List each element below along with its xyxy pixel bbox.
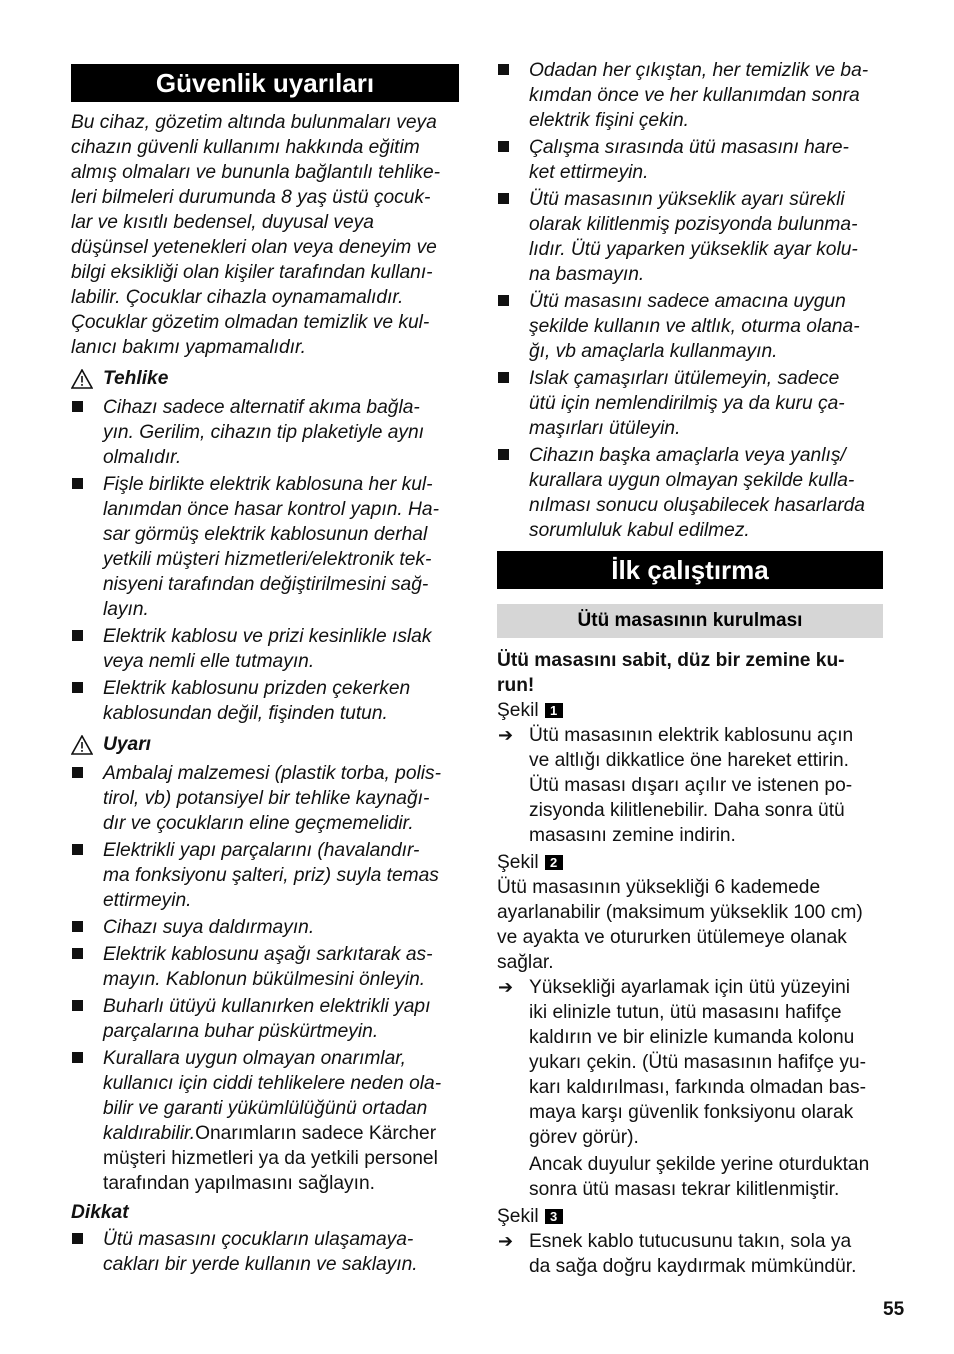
arrow-right-icon: ➔	[498, 977, 514, 997]
text-line: kurallara uygun olmayan şekilde kulla-	[529, 470, 855, 491]
text-line: Esnek kablo tutucusunu takın, sola ya	[529, 1231, 852, 1252]
square-bullet-icon	[498, 295, 509, 306]
arrow-right-icon: ➔	[498, 1231, 514, 1251]
uyari-list	[71, 761, 459, 1196]
text-line: sağlar.	[497, 952, 554, 973]
uyari-heading	[71, 732, 459, 757]
text-line: tirol, vb) potansiyel bir tehlike kaynağı-	[103, 788, 430, 809]
text-line: lar ve kısıtlı bedensel, duyusal veya	[71, 212, 374, 233]
list-item	[71, 915, 459, 940]
figure-number-badge: 3	[545, 1209, 563, 1224]
text-line: maya karşı güvenlik fonksiyonu olarak	[529, 1102, 854, 1123]
text-line: Ütü masasını çocukların ulaşamaya-	[103, 1229, 414, 1250]
text-line: Elektrik kablosu ve prizi kesinlikle ıslak	[103, 626, 432, 647]
square-bullet-icon	[498, 141, 509, 152]
setup-instruction	[497, 648, 883, 698]
text-line: parçalarına buhar püskürtmeyin.	[103, 1021, 379, 1042]
arrow-right-icon: ➔	[498, 725, 514, 745]
list-item	[71, 1046, 459, 1196]
text-line: müşteri hizmetleri ya da yetkili personel	[103, 1148, 438, 1169]
text-line: Ütü masası dışarı açılır ve istenen po-	[529, 775, 853, 796]
right-column	[497, 58, 883, 1279]
list-item	[71, 624, 459, 674]
list-item	[71, 994, 459, 1044]
page-number: 55	[883, 1299, 905, 1320]
text-line: nisyeni tarafından değiştirilmesini sağ-	[103, 574, 429, 595]
square-bullet-icon	[72, 478, 83, 489]
text-line: veya nemli elle tutmayın.	[103, 651, 315, 672]
text-line: da sağa doğru kaydırmak mümkündür.	[529, 1256, 857, 1277]
text-line: kımdan önce ve her kullanımdan sonra	[529, 85, 860, 106]
list-item	[497, 366, 883, 441]
figure-label: Şekil	[497, 852, 539, 873]
text-line: Ambalaj malzemesi (plastik torba, polis-	[103, 763, 442, 784]
text-span: Onarımların sadece Kärcher	[195, 1123, 437, 1144]
text-line: bilir ve garanti yükümlülüğünü ortadan	[103, 1098, 428, 1119]
list-item	[71, 395, 459, 470]
text-line: layın.	[103, 599, 149, 620]
figure-ref-2	[497, 850, 883, 875]
text-line: cihazın güvenli kullanımı hakkında eğitim	[71, 137, 420, 158]
text-line: karı kaldırılması, farkında olmadan bas-	[529, 1077, 866, 1098]
list-item	[71, 676, 459, 726]
list-item	[497, 289, 883, 364]
subsection-heading-setup: Ütü masasının kurulması	[497, 604, 883, 638]
text-line: görev görür).	[529, 1127, 639, 1148]
text-line: run!	[497, 675, 535, 696]
list-item	[71, 472, 459, 622]
figure-label: Şekil	[497, 1206, 539, 1227]
text-line: şekilde kullanın ve altlık, oturma olana-	[529, 316, 860, 337]
text-line: ğı, vb amaçlarla kullanmayın.	[529, 341, 778, 362]
list-item	[497, 58, 883, 133]
text-line: Cihazı suya daldırmayın.	[103, 917, 315, 938]
square-bullet-icon	[72, 844, 83, 855]
warning-triangle-icon	[71, 369, 93, 389]
text-line: maşırları ütüleyin.	[529, 418, 681, 439]
square-bullet-icon	[498, 372, 509, 383]
text-line: tarafından yapılmasını sağlayın.	[103, 1173, 375, 1194]
text-line: Fişle birlikte elektrik kablosuna her kul-	[103, 474, 433, 495]
text-line: nılması sonucu oluşabilecek hasarlarda	[529, 495, 865, 516]
text-line: olarak kilitlenmiş pozisyonda bulunma-	[529, 214, 858, 235]
square-bullet-icon	[72, 1233, 83, 1244]
list-item	[71, 942, 459, 992]
text-line: Kurallara uygun olmayan onarımlar,	[103, 1048, 406, 1069]
text-line: düşünsel yetenekleri olan veya deneyim ve	[71, 237, 437, 258]
text-line: lanımdan önce hasar kontrol yapın. Ha-	[103, 499, 439, 520]
list-item	[71, 838, 459, 913]
text-line: mayın. Kablonun bükülmesini önleyin.	[103, 969, 426, 990]
step-item	[497, 975, 883, 1202]
text-line: zisyonda kilitlenebilir. Daha sonra ütü	[529, 800, 845, 821]
text-line: dır ve çocukların eline geçmemelidir.	[103, 813, 414, 834]
section-heading-first-use: İlk çalıştırma	[497, 551, 883, 589]
list-item	[497, 135, 883, 185]
left-column	[71, 58, 459, 1277]
text-line: ve altlığı dikkatlice öne hareket ettirin.	[529, 750, 849, 771]
text-line: Odadan her çıkıştan, her temizlik ve ba-	[529, 60, 869, 81]
text-line: ayarlanabilir (maksimum yükseklik 100 cm)	[497, 902, 863, 923]
uyari-label: Uyarı	[103, 734, 151, 755]
text-line: bilgi eksikliği olan kişiler tarafından kullanı-	[71, 262, 433, 283]
text-line: na basmayın.	[529, 264, 645, 285]
square-bullet-icon	[72, 630, 83, 641]
tehlike-label: Tehlike	[103, 368, 169, 389]
safety-list-continued	[497, 58, 883, 543]
text-line: Ütü masasının elektrik kablosunu açın	[529, 725, 854, 746]
tehlike-heading	[71, 366, 459, 391]
height-paragraph	[497, 875, 883, 975]
text-line: Islak çamaşırları ütülemeyin, sadece	[529, 368, 840, 389]
text-line: Elektrik kablosunu aşağı sarkıtarak as-	[103, 944, 433, 965]
text-line: kaldırın ve bir elinizle kumanda kolonu	[529, 1027, 855, 1048]
figure-number-badge: 1	[545, 703, 563, 718]
text-line: Cihazın başka amaçlarla veya yanlış/	[529, 445, 846, 466]
square-bullet-icon	[498, 193, 509, 204]
text-line: Ancak duyulur şekilde yerine oturduktan	[529, 1154, 870, 1175]
square-bullet-icon	[498, 64, 509, 75]
text-line: Elektrik kablosunu prizden çekerken	[103, 678, 411, 699]
dikkat-list	[71, 1227, 459, 1277]
text-line: ettirmeyin.	[103, 890, 192, 911]
text-span: kaldırabilir.	[103, 1123, 196, 1144]
text-line: Ütü masasının yükseklik ayarı sürekli	[529, 189, 845, 210]
dikkat-label: Dikkat	[71, 1202, 129, 1223]
square-bullet-icon	[72, 767, 83, 778]
text-line: Elektrikli yapı parçalarını (havalandır-	[103, 840, 420, 861]
text-line: masasını zemine indirin.	[529, 825, 736, 846]
text-line: sar görmüş elektrik kablosunun derhal	[103, 524, 428, 545]
text-line: leri bilmeleri durumunda 8 yaş üstü çocuk-	[71, 187, 431, 208]
section-heading-safety: Güvenlik uyarıları	[71, 64, 459, 102]
text-line: Çocuklar gözetim olmadan temizlik ve kul-	[71, 312, 430, 333]
text-line: Bu cihaz, gözetim altında bulunmaları veya	[71, 112, 437, 133]
figure-label: Şekil	[497, 700, 539, 721]
text-line: labilir. Çocuklar cihazla oynamamalıdır.	[71, 287, 404, 308]
square-bullet-icon	[72, 1052, 83, 1063]
text-line: yın. Gerilim, cihazın tip plaketiyle aynı	[103, 422, 424, 443]
text-line: almış olmaları ve bununla bağlantılı tehlike-	[71, 162, 441, 183]
text-line: Ütü masasını sabit, düz bir zemine ku-	[497, 650, 845, 671]
text-line: yukarı çekin. (Ütü masasının hafifçe yu-	[529, 1052, 866, 1073]
text-line: ve ayakta ve otururken ütülemeye olanak	[497, 927, 847, 948]
list-item	[497, 187, 883, 287]
step-item	[497, 1229, 883, 1279]
warning-triangle-icon	[71, 735, 93, 755]
square-bullet-icon	[72, 1000, 83, 1011]
text-line: ütü için nemlendirilmiş ya da kuru ça-	[529, 393, 845, 414]
tehlike-list	[71, 395, 459, 726]
text-line: Buharlı ütüyü kullanırken elektrikli yapı	[103, 996, 431, 1017]
square-bullet-icon	[498, 449, 509, 460]
text-line: cakları bir yerde kullanın ve saklayın.	[103, 1254, 418, 1275]
text-line: Çalışma sırasında ütü masasını hare-	[529, 137, 849, 158]
text-line: sorumluluk kabul edilmez.	[529, 520, 750, 541]
text-line: olmalıdır.	[103, 447, 182, 468]
text-line: lıdır. Ütü yaparken yükseklik ayar kolu-	[529, 239, 858, 260]
text-line: Yüksekliği ayarlamak için ütü yüzeyini	[529, 977, 850, 998]
text-line: kablosundan değil, fişinden tutun.	[103, 703, 388, 724]
list-item	[71, 1227, 459, 1277]
text-line: ma fonksiyonu şalteri, priz) suyla temas	[103, 865, 439, 886]
text-line	[103, 1121, 459, 1146]
text-line: elektrik fişini çekin.	[529, 110, 689, 131]
square-bullet-icon	[72, 948, 83, 959]
text-line: lanıcı bakımı yapmamalıdır.	[71, 337, 306, 358]
step-item	[497, 723, 883, 848]
text-line: ket ettirmeyin.	[529, 162, 649, 183]
figure-ref-3	[497, 1204, 883, 1229]
figure-ref-1	[497, 698, 883, 723]
square-bullet-icon	[72, 682, 83, 693]
square-bullet-icon	[72, 921, 83, 932]
text-line: yetkili müşteri hizmetleri/elektronik tek-	[103, 549, 432, 570]
figure-number-badge: 2	[545, 855, 563, 870]
text-line: Ütü masasını sadece amacına uygun	[529, 291, 846, 312]
text-line: Cihazı sadece alternatif akıma bağla-	[103, 397, 420, 418]
square-bullet-icon	[72, 401, 83, 412]
text-line: sonra ütü masası tekrar kilitlenmiştir.	[529, 1179, 840, 1200]
list-item	[71, 761, 459, 836]
text-line: Ütü masasının yüksekliği 6 kademede	[497, 877, 821, 898]
intro-paragraph	[71, 110, 459, 360]
text-line: kullanıcı için ciddi tehlikelere neden ola-	[103, 1073, 442, 1094]
list-item	[497, 443, 883, 543]
text-line: iki elinizle tutun, ütü masasını hafifçe	[529, 1002, 842, 1023]
